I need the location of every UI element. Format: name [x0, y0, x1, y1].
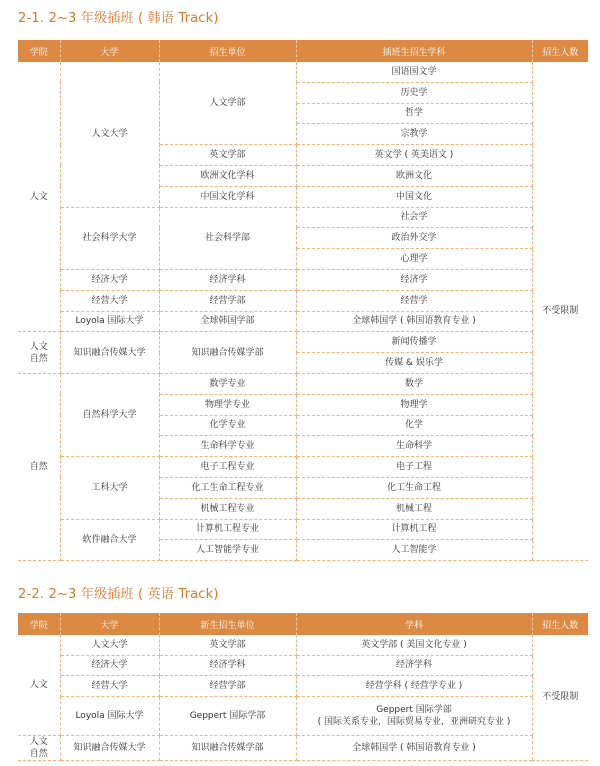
college-cell [18, 735, 60, 760]
subject-cell [296, 696, 532, 735]
subject-cell: 全球韩国学 ( 韩国语教育专业 ) [296, 735, 532, 760]
unit-cell: 经营学部 [159, 676, 296, 697]
university-cell: Loyola 国际大学 [60, 696, 159, 735]
table-row [18, 62, 588, 82]
university-cell: 软件融合大学 [60, 519, 159, 561]
quota-cell: 不受限制 [532, 62, 588, 561]
section-title-korean-track: 2-1. 2~3 年级插班 ( 韩语 Track) [18, 11, 219, 26]
header-subject: 学科 [296, 613, 532, 635]
table-row [18, 373, 588, 394]
table-row [18, 519, 588, 540]
unit-cell: 中国文化学科 [159, 186, 296, 207]
unit-cell: 社会科学部 [159, 207, 296, 269]
table-row [18, 457, 588, 478]
table-row [18, 635, 588, 655]
table-row [18, 655, 588, 676]
subject-cell: 欧洲文化 [296, 165, 532, 186]
table-row [18, 696, 588, 735]
unit-cell: 电子工程专业 [159, 457, 296, 478]
subject-cell: 经济学科 [296, 655, 532, 676]
unit-cell: 物理学专业 [159, 394, 296, 415]
unit-cell: 人工智能学专业 [159, 540, 296, 561]
university-cell: 人文大学 [60, 635, 159, 655]
university-cell: 知识融合传媒大学 [60, 735, 159, 760]
table-row [18, 269, 588, 290]
unit-cell: 计算机工程专业 [159, 519, 296, 540]
unit-cell: 知识融合传媒学部 [159, 735, 296, 760]
subject-cell: 经营学科 ( 经营学专业 ) [296, 676, 532, 697]
subject-cell: 电子工程 [296, 457, 532, 478]
header-unit: 招生单位 [159, 40, 296, 62]
table-header-row [18, 40, 588, 62]
table-row [18, 290, 588, 311]
subject-cell: 历史学 [296, 82, 532, 103]
unit-cell: 英文学部 [159, 145, 296, 166]
header-quota: 招生人数 [532, 40, 588, 62]
subject-line: Geppert 国际学部 [376, 704, 452, 715]
header-university: 大学 [60, 40, 159, 62]
unit-cell: 全球韩国学部 [159, 311, 296, 332]
unit-cell: 化工生命工程专业 [159, 477, 296, 498]
subject-cell: 国语国文学 [296, 62, 532, 82]
college-line: 自然 [29, 353, 48, 364]
unit-cell: 欧洲文化学科 [159, 165, 296, 186]
quota-cell: 不受限制 [532, 635, 588, 760]
college-cell [18, 332, 60, 374]
table-row [18, 311, 588, 332]
subject-cell: 中国文化 [296, 186, 532, 207]
unit-cell: 机械工程专业 [159, 498, 296, 519]
university-cell: 知识融合传媒大学 [60, 332, 159, 374]
college-cell: 人文 [18, 635, 60, 735]
college-line: 人文 [29, 736, 48, 747]
table-row [18, 332, 588, 353]
college-line: 自然 [29, 748, 48, 759]
subject-cell: 数学 [296, 373, 532, 394]
unit-cell: 人文学部 [159, 62, 296, 145]
subject-cell: 全球韩国学 ( 韩国语教育专业 ) [296, 311, 532, 332]
unit-cell: 化学专业 [159, 415, 296, 436]
table-row [18, 735, 588, 760]
subject-cell: 机械工程 [296, 498, 532, 519]
unit-cell: Geppert 国际学部 [159, 696, 296, 735]
subject-cell: 计算机工程 [296, 519, 532, 540]
subject-cell: 化工生命工程 [296, 477, 532, 498]
university-cell: 人文大学 [60, 62, 159, 207]
table-row [18, 676, 588, 697]
unit-cell: 经营学部 [159, 290, 296, 311]
unit-cell: 数学专业 [159, 373, 296, 394]
english-track-table [18, 613, 588, 761]
subject-cell: 生命科学 [296, 436, 532, 457]
college-line: 人文 [29, 341, 48, 352]
university-cell: 经营大学 [60, 290, 159, 311]
subject-cell: 社会学 [296, 207, 532, 228]
subject-cell: 心理学 [296, 249, 532, 270]
subject-cell: 传媒 & 娱乐学 [296, 353, 532, 374]
university-cell: 经济大学 [60, 269, 159, 290]
college-cell: 人文 [18, 62, 60, 332]
subject-cell: 物理学 [296, 394, 532, 415]
university-cell: Loyola 国际大学 [60, 311, 159, 332]
university-cell: 经济大学 [60, 655, 159, 676]
university-cell: 自然科学大学 [60, 373, 159, 456]
table-header-row [18, 613, 588, 635]
header-quota: 招生人数 [532, 613, 588, 635]
korean-track-table [18, 40, 588, 561]
header-university: 大学 [60, 613, 159, 635]
unit-cell: 知识融合传媒学部 [159, 332, 296, 374]
subject-cell: 哲学 [296, 103, 532, 124]
unit-cell: 经济学科 [159, 269, 296, 290]
unit-cell: 英文学部 [159, 635, 296, 655]
subject-cell: 经济学 [296, 269, 532, 290]
header-unit: 新生招生单位 [159, 613, 296, 635]
subject-cell: 宗教学 [296, 124, 532, 145]
unit-cell: 经济学科 [159, 655, 296, 676]
subject-cell: 经营学 [296, 290, 532, 311]
university-cell: 社会科学大学 [60, 207, 159, 269]
header-college: 学院 [18, 40, 60, 62]
subject-cell: 人工智能学 [296, 540, 532, 561]
subject-cell: 英文学 ( 英美语文 ) [296, 145, 532, 166]
table-row [18, 207, 588, 228]
subject-cell: 政治外交学 [296, 228, 532, 249]
college-cell: 自然 [18, 373, 60, 560]
university-cell: 经营大学 [60, 676, 159, 697]
header-college: 学院 [18, 613, 60, 635]
subject-cell: 英文学部 ( 美国文化专业 ) [296, 635, 532, 655]
subject-cell: 化学 [296, 415, 532, 436]
section-title-english-track: 2-2. 2~3 年级插班 ( 英语 Track) [18, 587, 219, 602]
unit-cell: 生命科学专业 [159, 436, 296, 457]
subject-cell: 新闻传播学 [296, 332, 532, 353]
university-cell: 工科大学 [60, 457, 159, 519]
subject-line: ( 国际关系专业，国际贸易专业，亚洲研究专业 ) [317, 716, 511, 727]
header-subject: 插班生招生学科 [296, 40, 532, 62]
